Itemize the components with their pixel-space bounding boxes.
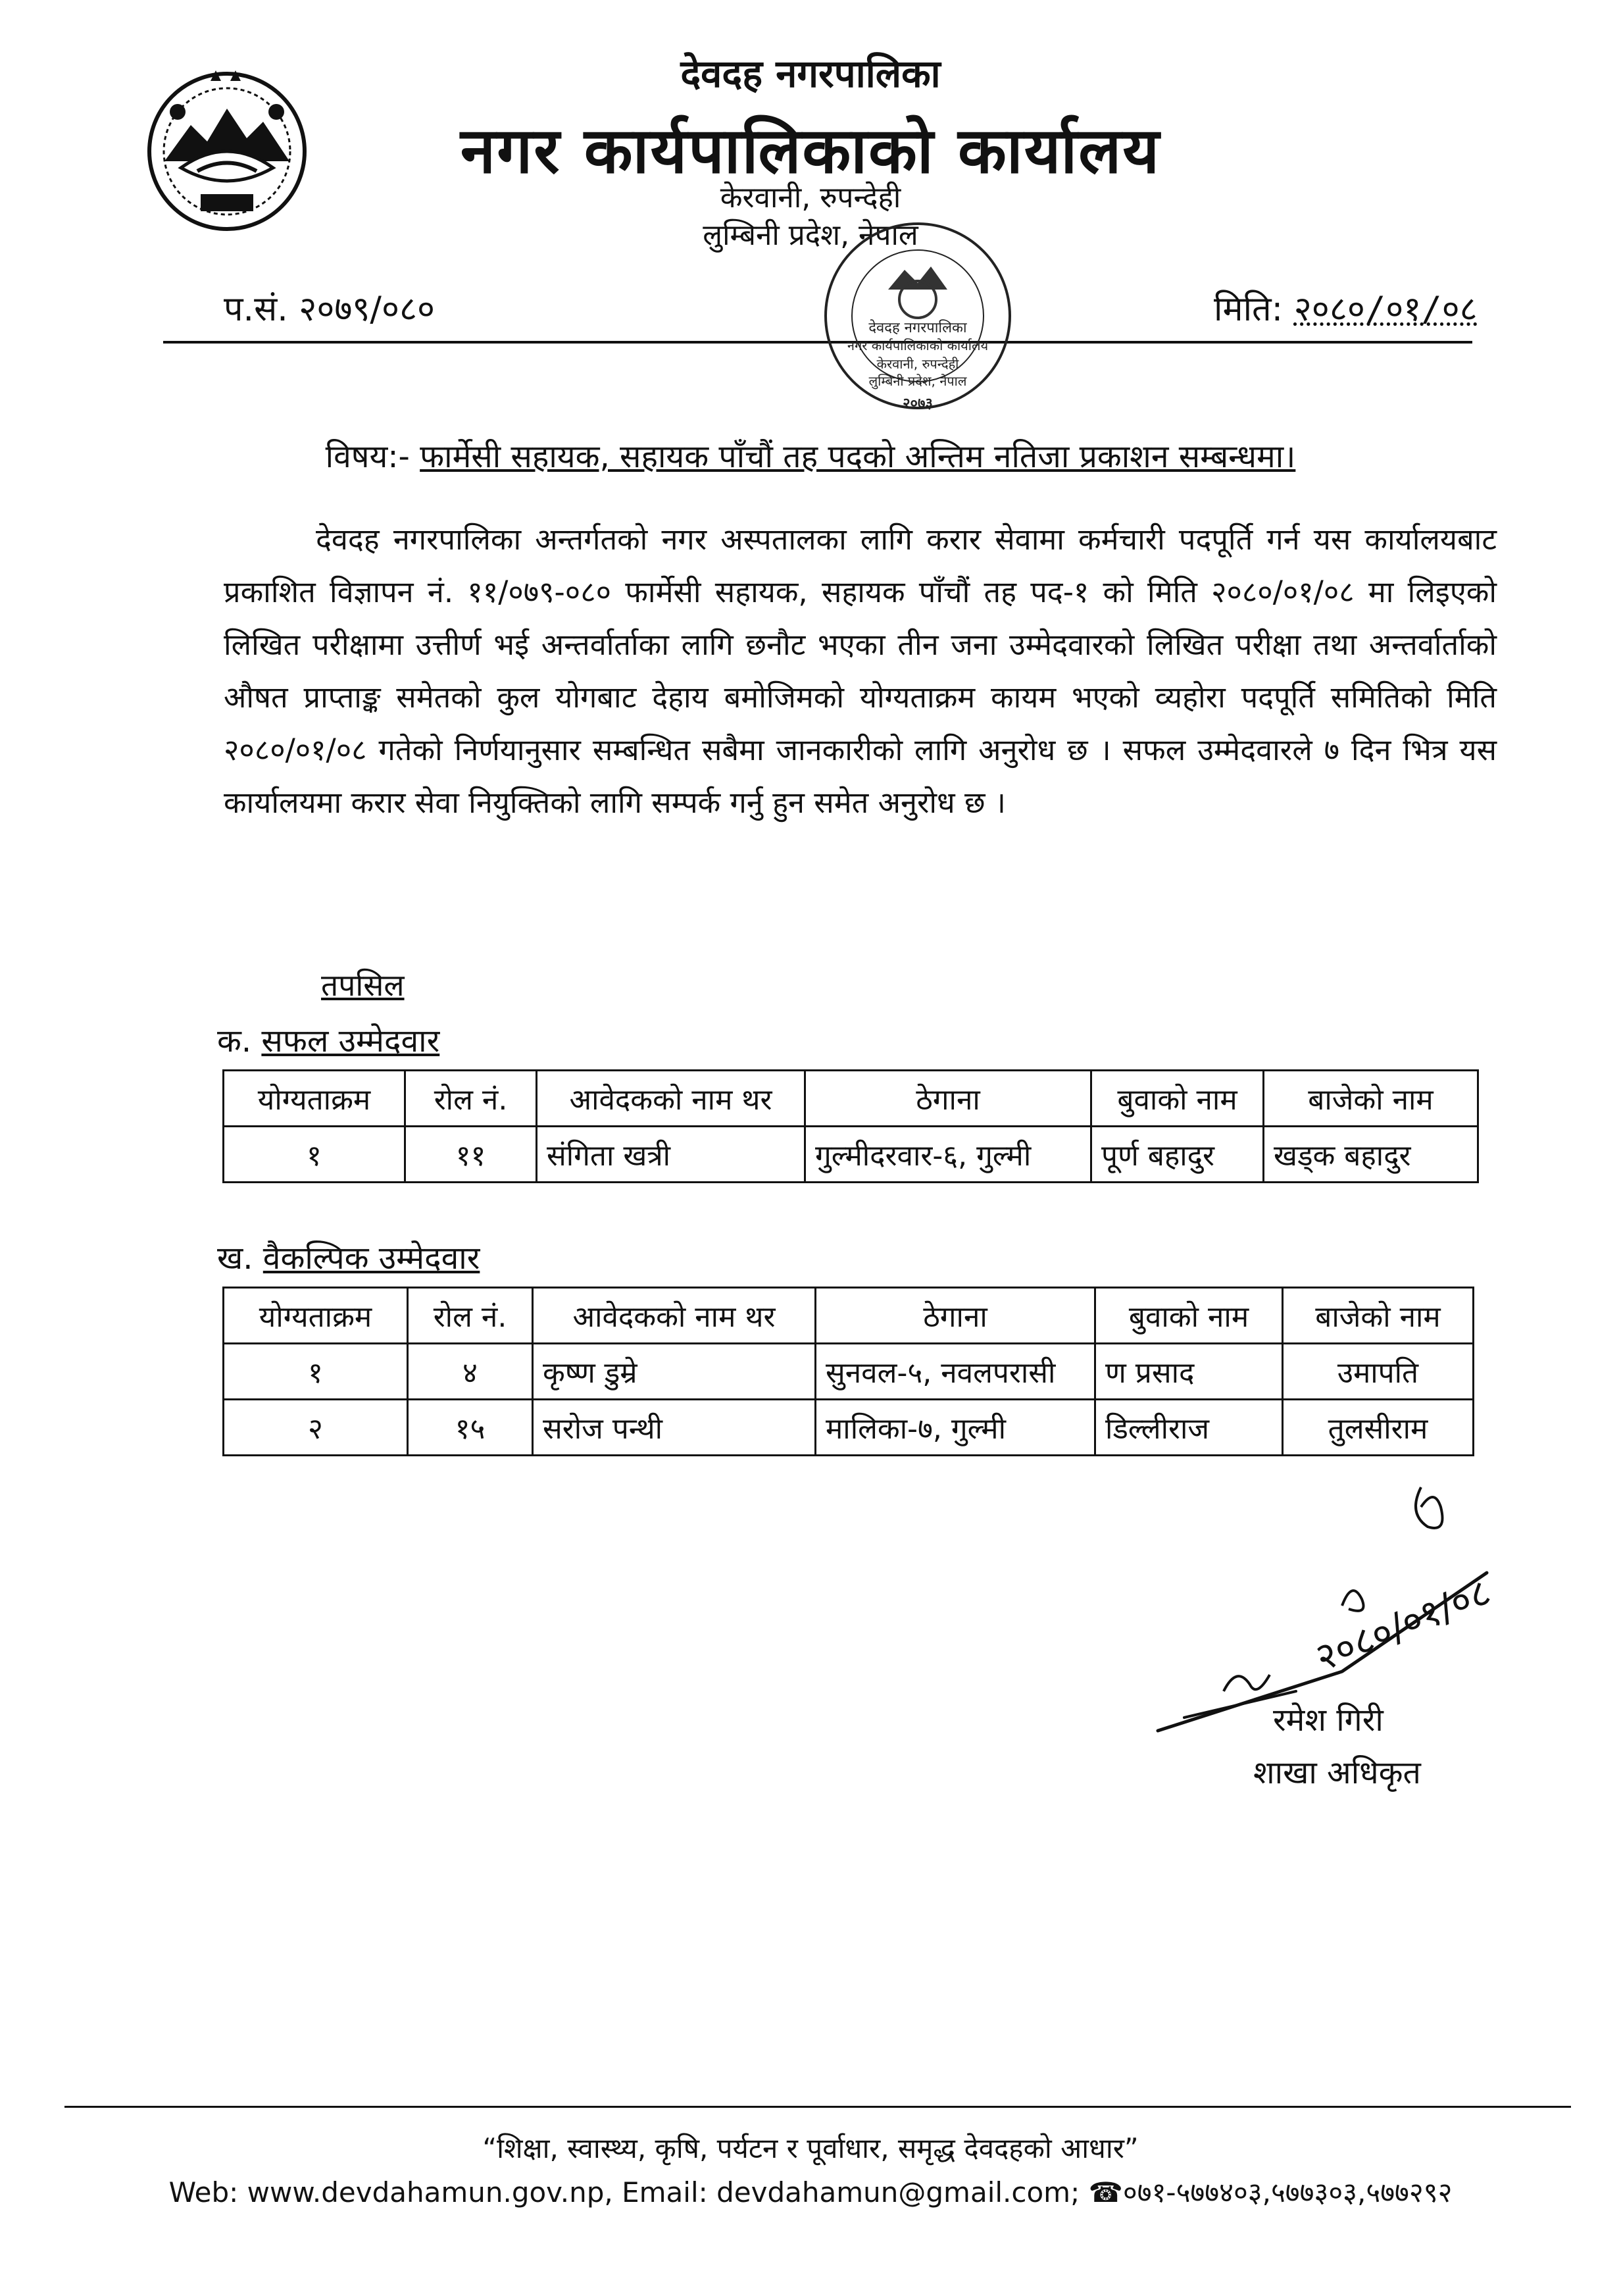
cell-rank: १ — [224, 1344, 408, 1400]
cell-name: सरोज पन्थी — [533, 1400, 816, 1456]
table-row — [224, 1344, 1474, 1400]
col-address: ठेगाना — [805, 1071, 1091, 1127]
seal-text-2: नगर कार्यपालिकाको कार्यालय — [847, 338, 989, 353]
cell-father: पूर्ण बहादुर — [1091, 1127, 1264, 1183]
footer-motto: “शिक्षा, स्वास्थ्य, कृषि, पर्यटन र पूर्वाधार, समृद्ध देवदहको आधार” — [482, 2132, 1139, 2164]
date-value: २०८०/०१/०८ — [1293, 290, 1478, 329]
section-a-heading: सफल उम्मेदवार — [261, 1023, 440, 1059]
section-a-title — [217, 1019, 439, 1061]
col-rank: योग्यताक्रम — [224, 1071, 405, 1127]
seal-text-1: देवदह नगरपालिका — [868, 320, 967, 336]
date-label: मिति: — [1214, 290, 1284, 329]
signatory-name: रमेश गिरी — [1273, 1702, 1384, 1739]
cell-name: कृष्ण डुम्रे — [533, 1344, 816, 1400]
col-grandfather: बाजेको नाम — [1283, 1288, 1474, 1344]
col-father: बुवाको नाम — [1095, 1288, 1283, 1344]
seal-text-3: केरवानी, रुपन्देही — [876, 356, 959, 372]
cell-name: संगिता खत्री — [537, 1127, 805, 1183]
cell-grandfather: उमापति — [1283, 1344, 1474, 1400]
cell-address: सुनवल-५, नवलपरासी — [816, 1344, 1095, 1400]
section-b-heading: वैकल्पिक उम्मेदवार — [262, 1240, 480, 1277]
office-seal-stamp — [796, 211, 1039, 428]
col-roll: रोल नं. — [408, 1288, 533, 1344]
subject-line — [0, 434, 1621, 477]
cell-father: डिल्लीराज — [1095, 1400, 1283, 1456]
organization-name: देवदह नगरपालिका — [680, 51, 941, 96]
alternate-candidates-table — [222, 1287, 1474, 1456]
address-line-1: केरवानी, रुपन्देही — [720, 181, 901, 215]
table-row — [224, 1127, 1478, 1183]
date-field — [1214, 284, 1478, 331]
seal-year: २०७३ — [903, 395, 933, 412]
col-rank: योग्यताक्रम — [224, 1288, 408, 1344]
col-father: बुवाको नाम — [1091, 1071, 1264, 1127]
signatory-designation: शाखा अधिकृत — [1253, 1754, 1421, 1791]
subject-text: फार्मेसी सहायक, सहायक पाँचौं तह पदको अन्तिम नतिजा प्रकाशन सम्बन्धमा। — [420, 438, 1296, 475]
cell-grandfather: खड्क बहादुर — [1264, 1127, 1478, 1183]
section-a-prefix: क. — [217, 1023, 252, 1059]
col-address: ठेगाना — [816, 1288, 1095, 1344]
seal-icon — [796, 211, 1039, 428]
footer-contact: Web: www.devdahamun.gov.np, Email: devdahamun@gmail.com; ☎०७१-५७७४०३,५७७३०३,५७७२९२ — [168, 2176, 1453, 2208]
cell-father: ण प्रसाद — [1095, 1344, 1283, 1400]
cell-roll: ४ — [408, 1344, 533, 1400]
cell-roll: ११ — [405, 1127, 537, 1183]
table-header-row — [224, 1071, 1478, 1127]
appendix-label: तपसिल — [321, 967, 405, 1003]
table-header-row — [224, 1288, 1474, 1344]
successful-candidates-table — [222, 1069, 1479, 1183]
col-grandfather: बाजेको नाम — [1264, 1071, 1478, 1127]
cell-roll: १५ — [408, 1400, 533, 1456]
section-b-title — [217, 1236, 480, 1279]
address-line-2: लुम्बिनी प्रदेश, नेपाल — [703, 218, 918, 252]
section-b-prefix: ख. — [217, 1240, 253, 1277]
subject-label: विषय:- — [325, 438, 410, 475]
seal-text-4: लुम्बिनी प्रदेश, नेपाल — [868, 373, 967, 389]
col-roll: रोल नं. — [405, 1071, 537, 1127]
cell-rank: २ — [224, 1400, 408, 1456]
table-row — [224, 1400, 1474, 1456]
col-name: आवेदकको नाम थर — [537, 1071, 805, 1127]
cell-grandfather: तुलसीराम — [1283, 1400, 1474, 1456]
office-title: नगर कार्यपालिकाको कार्यालय — [460, 114, 1161, 188]
cell-rank: १ — [224, 1127, 405, 1183]
cell-address: गुल्मीदरवार-६, गुल्मी — [805, 1127, 1091, 1183]
col-name: आवेदकको नाम थर — [533, 1288, 816, 1344]
reference-number: प.सं. २०७९/०८० — [224, 290, 436, 329]
signature-date: २०८०/०१/०८ — [1309, 1569, 1497, 1680]
cell-address: मालिका-७, गुल्मी — [816, 1400, 1095, 1456]
body-paragraph: देवदह नगरपालिका अन्तर्गतको नगर अस्पतालका लागि करार सेवामा कर्मचारी पदपूर्ति गर्न यस कार्यालयबाट प्रकाशित विज्ञापन नं. ११/०७९-०८० फार्मेसी सहायक, सहायक पाँचौं तह पद-१ को मिति २०८०/०१/०८ मा लिइएको लिखित परीक्षामा उत्तीर्ण भई अन्तर्वार्ताका लागि छनौट भएका तीन जना उम्मेदवारको लिखित परीक्षा तथा अन्तर्वार्ताको औषत प्राप्ताङ्क समेतको कुल योगबाट देहाय बमोजिमको योग्यताक्रम कायम भएको व्यहोरा पदपूर्ति समितिको मिति २०८०/०१/०८ गतेको निर्णयानुसार सम्बन्धित सबैमा जानकारीको लागि अनुरोध छ । सफल उम्मेदवारले ७ दिन भित्र यस कार्यालयमा करार सेवा नियुक्तिको लागि सम्पर्क गर्नु हुन समेत अनुरोध छ । — [224, 522, 1497, 820]
footer-divider — [64, 2106, 1571, 2108]
